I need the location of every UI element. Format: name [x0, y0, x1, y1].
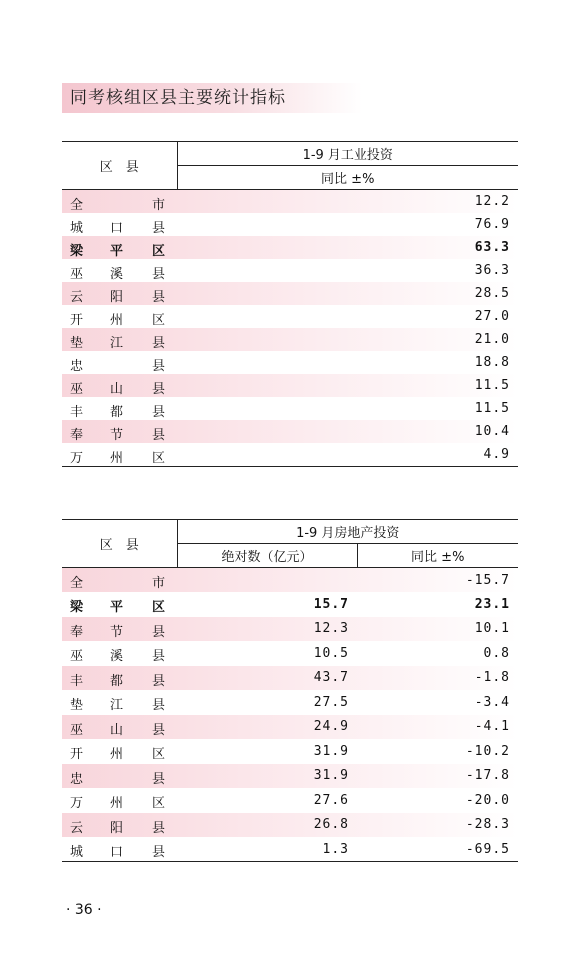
region-name-char: 城 — [70, 845, 84, 860]
region-name-char: 市 — [152, 576, 166, 591]
region-name-char: 市 — [152, 198, 166, 213]
absolute-value: 12.3 — [313, 621, 349, 637]
region-name-char: 口 — [110, 845, 124, 860]
yoy-change-value: 28.5 — [474, 286, 510, 301]
region-name-char: 县 — [152, 698, 166, 713]
table-row — [62, 190, 518, 214]
region-name — [62, 837, 177, 862]
table-row — [62, 236, 518, 259]
absolute-value: 10.5 — [313, 645, 349, 661]
region-name-char: 节 — [110, 624, 124, 640]
region-name-char: 巫 — [70, 649, 84, 664]
table-row — [62, 617, 518, 642]
region-name-char: 县 — [152, 359, 166, 374]
table-row — [62, 788, 518, 813]
region-name-char: 县 — [152, 221, 166, 236]
region-name-char: 万 — [70, 451, 84, 466]
real-estate-investment-group-header: 1-9 月房地产投资 — [177, 520, 518, 544]
yoy-change-value: -69.5 — [465, 841, 510, 857]
region-name-char: 山 — [110, 722, 124, 738]
region-name-char: 县 — [152, 649, 166, 664]
region-name-char: 县 — [152, 290, 166, 305]
region-name-char: 巫 — [70, 382, 84, 397]
region-name-char: 都 — [110, 673, 124, 689]
region-name-char: 全 — [70, 198, 84, 213]
region-name-char: 万 — [70, 796, 84, 811]
yoy-change-value: 63.3 — [474, 240, 510, 255]
yoy-change-header: 同比 ±% — [177, 166, 518, 190]
region-name-char: 县 — [152, 428, 166, 443]
table-row — [62, 305, 518, 328]
region-name — [62, 190, 177, 214]
table-row — [62, 739, 518, 764]
region-name-char: 溪 — [110, 649, 124, 664]
table-row — [62, 764, 518, 789]
table-row — [62, 443, 518, 467]
region-name-char: 丰 — [70, 405, 84, 420]
region-name — [62, 397, 177, 420]
region-name-char: 县 — [152, 336, 166, 351]
region-name-char: 州 — [110, 796, 124, 811]
region-name-char: 州 — [110, 313, 124, 328]
yoy-change-value: 0.8 — [483, 645, 510, 661]
region-name — [62, 739, 177, 764]
region-name — [62, 351, 177, 374]
region-column-header: 区 县 — [62, 142, 177, 190]
region-name-char: 区 — [152, 796, 166, 811]
yoy-change-value: -15.7 — [465, 572, 510, 588]
region-name-char: 溪 — [110, 267, 124, 282]
region-name-char: 云 — [70, 820, 84, 836]
table-row — [62, 328, 518, 351]
table-row — [62, 397, 518, 420]
region-name — [62, 788, 177, 813]
table-row — [62, 351, 518, 374]
industrial-investment-group-header: 1-9 月工业投资 — [177, 142, 518, 166]
region-name — [62, 236, 177, 259]
region-name-char: 县 — [152, 845, 166, 860]
absolute-value: 31.9 — [313, 743, 349, 759]
region-name-char: 丰 — [70, 673, 84, 689]
yoy-change-value: 36.3 — [474, 263, 510, 278]
absolute-value — [177, 568, 357, 593]
region-name — [62, 641, 177, 666]
region-name-char: 巫 — [70, 267, 84, 282]
region-name — [62, 813, 177, 838]
region-name-char: 阳 — [110, 290, 124, 305]
region-name-char: 区 — [152, 244, 166, 259]
section-title: 同考核组区县主要统计指标 — [62, 83, 362, 113]
region-name-char: 开 — [70, 313, 84, 328]
region-name — [62, 666, 177, 691]
region-name — [62, 213, 177, 236]
region-name-char: 县 — [152, 405, 166, 420]
yoy-change-value: -1.8 — [474, 670, 510, 686]
region-name-char: 山 — [110, 382, 124, 397]
region-name-char: 梁 — [70, 600, 84, 615]
absolute-value: 24.9 — [313, 719, 349, 735]
region-name — [62, 617, 177, 642]
region-name-char: 奉 — [70, 624, 84, 640]
region-name-char: 开 — [70, 747, 84, 762]
table-row — [62, 282, 518, 305]
region-name — [62, 328, 177, 351]
yoy-change-value: -17.8 — [465, 768, 510, 784]
absolute-value: 27.5 — [313, 694, 349, 710]
absolute-value: 31.9 — [313, 768, 349, 784]
absolute-value: 15.7 — [313, 596, 349, 612]
region-name-char: 县 — [152, 820, 166, 836]
yoy-change-value: 21.0 — [474, 332, 510, 347]
region-name-char: 县 — [152, 382, 166, 397]
region-name-char: 县 — [152, 624, 166, 640]
region-name-char: 区 — [152, 600, 166, 615]
yoy-change-value: 12.2 — [474, 194, 510, 209]
region-name — [62, 764, 177, 789]
region-name-char: 垫 — [70, 698, 84, 713]
region-name-char: 忠 — [70, 771, 84, 787]
yoy-change-value: 11.5 — [474, 378, 510, 393]
region-name-char: 区 — [152, 313, 166, 328]
yoy-change-value: 18.8 — [474, 355, 510, 370]
region-name-char: 阳 — [110, 820, 124, 836]
page-number: · 36 · — [66, 902, 102, 918]
region-column-header: 区 县 — [62, 520, 177, 568]
table-row — [62, 690, 518, 715]
region-name — [62, 592, 177, 617]
region-name-char: 奉 — [70, 428, 84, 443]
yoy-change-value: 10.4 — [474, 424, 510, 439]
absolute-value: 1.3 — [322, 841, 349, 857]
region-name-char: 云 — [70, 290, 84, 305]
table-row — [62, 715, 518, 740]
table-row — [62, 592, 518, 617]
region-name-char: 忠 — [70, 359, 84, 374]
yoy-change-value: -10.2 — [465, 743, 510, 759]
yoy-change-value: 10.1 — [474, 621, 510, 637]
table-row — [62, 568, 518, 593]
yoy-change-value: 11.5 — [474, 401, 510, 416]
table-row — [62, 420, 518, 443]
table-row — [62, 213, 518, 236]
yoy-change-value: 23.1 — [474, 596, 510, 612]
region-name-char: 州 — [110, 451, 124, 466]
region-name-char: 垫 — [70, 336, 84, 351]
absolute-value: 27.6 — [313, 792, 349, 808]
region-name-char: 江 — [110, 336, 124, 351]
region-name-char: 全 — [70, 576, 84, 591]
region-name-char: 县 — [152, 771, 166, 787]
region-name-char: 梁 — [70, 244, 84, 259]
region-name — [62, 282, 177, 305]
region-name-char: 平 — [110, 600, 124, 615]
yoy-change-value: -3.4 — [474, 694, 510, 710]
region-name-char: 县 — [152, 722, 166, 738]
table-row — [62, 641, 518, 666]
region-name — [62, 420, 177, 443]
table-row — [62, 259, 518, 282]
region-name-char: 区 — [152, 747, 166, 762]
region-name-char: 节 — [110, 428, 124, 443]
region-name-char: 城 — [70, 221, 84, 236]
region-name-char: 江 — [110, 698, 124, 713]
region-name-char: 州 — [110, 747, 124, 762]
table-row — [62, 813, 518, 838]
yoy-change-value: -28.3 — [465, 817, 510, 833]
yoy-change-value: 4.9 — [483, 447, 510, 462]
region-name — [62, 568, 177, 593]
region-name — [62, 305, 177, 328]
region-name-char: 都 — [110, 405, 124, 420]
table-row — [62, 666, 518, 691]
yoy-change-value: 76.9 — [474, 217, 510, 232]
region-name-char: 县 — [152, 267, 166, 282]
region-name-char: 区 — [152, 451, 166, 466]
absolute-value: 26.8 — [313, 817, 349, 833]
region-name-char: 县 — [152, 673, 166, 689]
yoy-change-header: 同比 ±% — [357, 544, 518, 568]
region-name — [62, 690, 177, 715]
region-name — [62, 443, 177, 467]
region-name-char: 口 — [110, 221, 124, 236]
yoy-change-value: -4.1 — [474, 719, 510, 735]
region-name — [62, 715, 177, 740]
table-row — [62, 837, 518, 862]
real-estate-investment-table — [62, 519, 518, 862]
region-name-char: 平 — [110, 244, 124, 259]
yoy-change-value: 27.0 — [474, 309, 510, 324]
absolute-value-header: 绝对数（亿元） — [177, 544, 357, 568]
region-name-char: 巫 — [70, 722, 84, 738]
industrial-investment-table — [62, 141, 518, 467]
yoy-change-value: -20.0 — [465, 792, 510, 808]
absolute-value: 43.7 — [313, 670, 349, 686]
table-row — [62, 374, 518, 397]
region-name — [62, 374, 177, 397]
region-name — [62, 259, 177, 282]
